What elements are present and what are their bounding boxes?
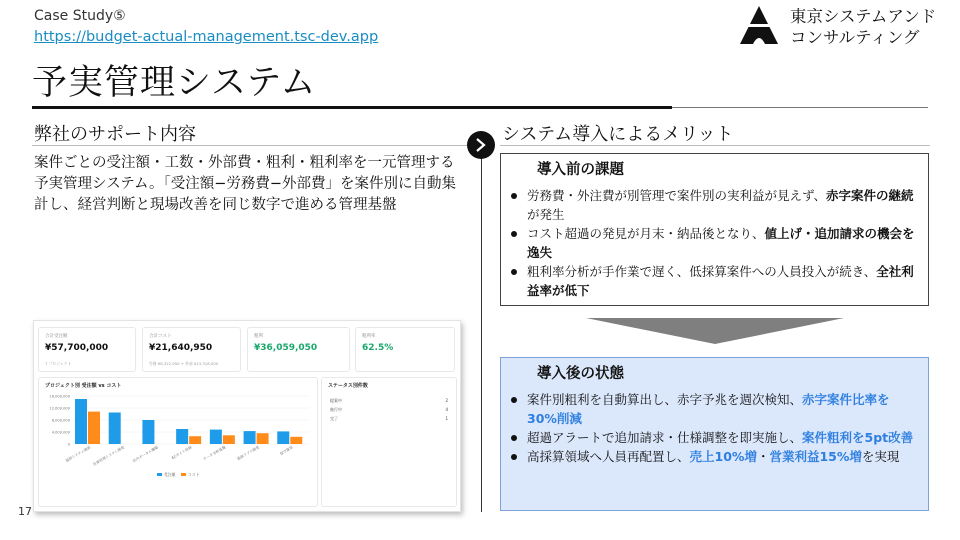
status-label: 完了	[330, 416, 338, 421]
bar-cost	[189, 436, 201, 444]
title-rule-thin	[672, 107, 928, 108]
legend-label: コスト	[188, 472, 200, 477]
item-text: が発生	[527, 207, 565, 222]
before-list	[509, 186, 917, 300]
x-tick-label: 在庫管理システム開発	[92, 445, 126, 467]
company-name	[790, 6, 936, 48]
bar-revenue	[277, 431, 289, 444]
item-emphasis: 値上げ・追加請求の機会を逸失	[527, 226, 915, 260]
column-divider	[481, 150, 482, 512]
case-url-link[interactable]: https://budget-actual-management.tsc-dev.app	[34, 29, 379, 45]
kpi-label: 合計受注額	[45, 334, 68, 339]
item-text: ・	[756, 449, 770, 464]
list-item	[509, 428, 917, 447]
bar-revenue	[210, 430, 222, 444]
chevron-right-icon	[467, 131, 495, 159]
kpi-card-revenue	[38, 327, 136, 372]
x-tick-label: 保守運用	[279, 445, 294, 457]
kpi-card-cost	[142, 327, 241, 372]
page-title: 予実管理システム	[32, 63, 317, 103]
logo-mark-icon	[737, 6, 781, 44]
support-heading: 弊社のサポート内容	[34, 124, 196, 145]
company-name-line2: コンサルティング	[790, 28, 920, 47]
bar-revenue	[176, 429, 188, 444]
bar-cost	[223, 435, 235, 444]
item-text: を実現	[861, 449, 900, 464]
case-study-label: Case Study⑤	[34, 8, 126, 24]
status-card	[321, 377, 457, 507]
x-tick-label: ECサイト改修	[171, 445, 193, 461]
item-highlight: 案件粗利を5pt改善	[802, 430, 914, 445]
status-count: 1	[445, 416, 448, 421]
item-text: 超過アラートで追加請求・仕様調整を即実施し、	[527, 430, 803, 445]
kpi-card-margin	[355, 327, 455, 372]
x-tick-label: データ分析基盤	[202, 445, 227, 462]
item-text: コスト超過の発見が月末・納品後となり、	[527, 226, 765, 241]
after-box	[500, 357, 929, 511]
bar-revenue	[244, 431, 256, 444]
item-emphasis: 赤字案件の継続	[826, 188, 914, 203]
kpi-value: ¥21,640,950	[149, 343, 213, 353]
x-tick-label: 業務アプリ開発	[236, 445, 261, 462]
before-title: 導入前の課題	[537, 162, 624, 178]
x-tick-label: 社内ポータル構築	[132, 445, 159, 464]
status-count: 2	[445, 398, 448, 403]
y-tick-label: 8,000,000	[51, 418, 70, 423]
chart-card	[38, 377, 318, 507]
item-text: 案件別粗利を自動算出し、赤字予兆を週次検知、	[527, 392, 803, 407]
status-label: 提案中	[330, 398, 342, 403]
item-text: 高採算領域へ人員再配置し、	[527, 449, 690, 464]
title-rule-thick	[32, 106, 672, 109]
kpi-value: ¥57,700,000	[45, 343, 109, 353]
list-item	[509, 262, 917, 300]
y-tick-label: 0	[67, 442, 70, 447]
page-number: 17	[18, 505, 32, 518]
bar-revenue	[75, 399, 87, 444]
item-highlight: 赤字案件比率を30%削減	[527, 392, 890, 426]
kpi-sub: 7 プロジェクト	[45, 361, 72, 366]
item-emphasis: 全社利益率が低下	[527, 264, 914, 298]
list-item	[509, 224, 917, 262]
list-item	[509, 186, 917, 224]
status-label: 進行中	[330, 407, 342, 412]
item-highlight: 営業利益15%増	[769, 449, 862, 464]
y-tick-label: 16,000,000	[49, 394, 70, 399]
bar-cost	[257, 433, 269, 444]
bar-revenue	[109, 413, 121, 445]
status-count: 4	[445, 407, 448, 412]
kpi-value: 62.5%	[362, 343, 394, 353]
bar-cost	[290, 437, 302, 444]
status-card-title: ステータス別件数	[328, 383, 368, 389]
after-list	[509, 390, 917, 466]
kpi-label: 合計コスト	[149, 334, 172, 339]
status-row	[330, 407, 448, 413]
legend-swatch	[181, 473, 186, 476]
x-tick-label: 基幹システム刷新	[64, 445, 92, 464]
y-tick-label: 12,000,000	[49, 406, 70, 411]
kpi-sub: 労務 ¥8,322,950 + 外部 ¥13,318,000	[149, 361, 219, 366]
status-row	[330, 398, 448, 404]
list-item	[509, 447, 917, 466]
item-text: 粗利率分析が手作業で遅く、低採算案件への人員投入が続き、	[527, 264, 877, 279]
kpi-value: ¥36,059,050	[254, 343, 318, 353]
list-item	[509, 390, 917, 428]
item-text: 労務費・外注費が別管理で案件別の実利益が見えず、	[527, 188, 827, 203]
down-arrow-icon	[586, 318, 844, 344]
dashboard-screenshot	[33, 320, 461, 512]
chart-title: プロジェクト別 受注額 vs コスト	[45, 383, 122, 389]
legend-label: 受注額	[164, 472, 176, 477]
legend-swatch	[157, 473, 162, 476]
before-box	[500, 153, 929, 306]
kpi-card-gross-profit	[247, 327, 350, 372]
benefits-heading: システム導入によるメリット	[502, 124, 734, 145]
company-name-line1: 東京システムアンド	[790, 7, 937, 26]
kpi-label: 粗利率	[362, 334, 376, 339]
bar-chart	[39, 378, 317, 506]
after-title: 導入後の状態	[537, 366, 624, 382]
status-row	[330, 416, 448, 422]
bar-revenue	[142, 420, 154, 444]
support-description: 案件ごとの受注額・工数・外部費・粗利・粗利率を一元管理する予実管理システム。「受注額−労務費−外部費」を案件別に自動集計し、経営判断と現場改善を同じ数字で進める管理基盤	[34, 155, 457, 213]
bar-cost	[88, 412, 100, 444]
support-heading-underline	[32, 145, 468, 146]
benefits-heading-underline	[500, 145, 930, 146]
kpi-label: 粗利	[254, 334, 263, 339]
item-highlight: 売上10%増	[689, 449, 757, 464]
y-tick-label: 4,000,000	[51, 430, 70, 435]
